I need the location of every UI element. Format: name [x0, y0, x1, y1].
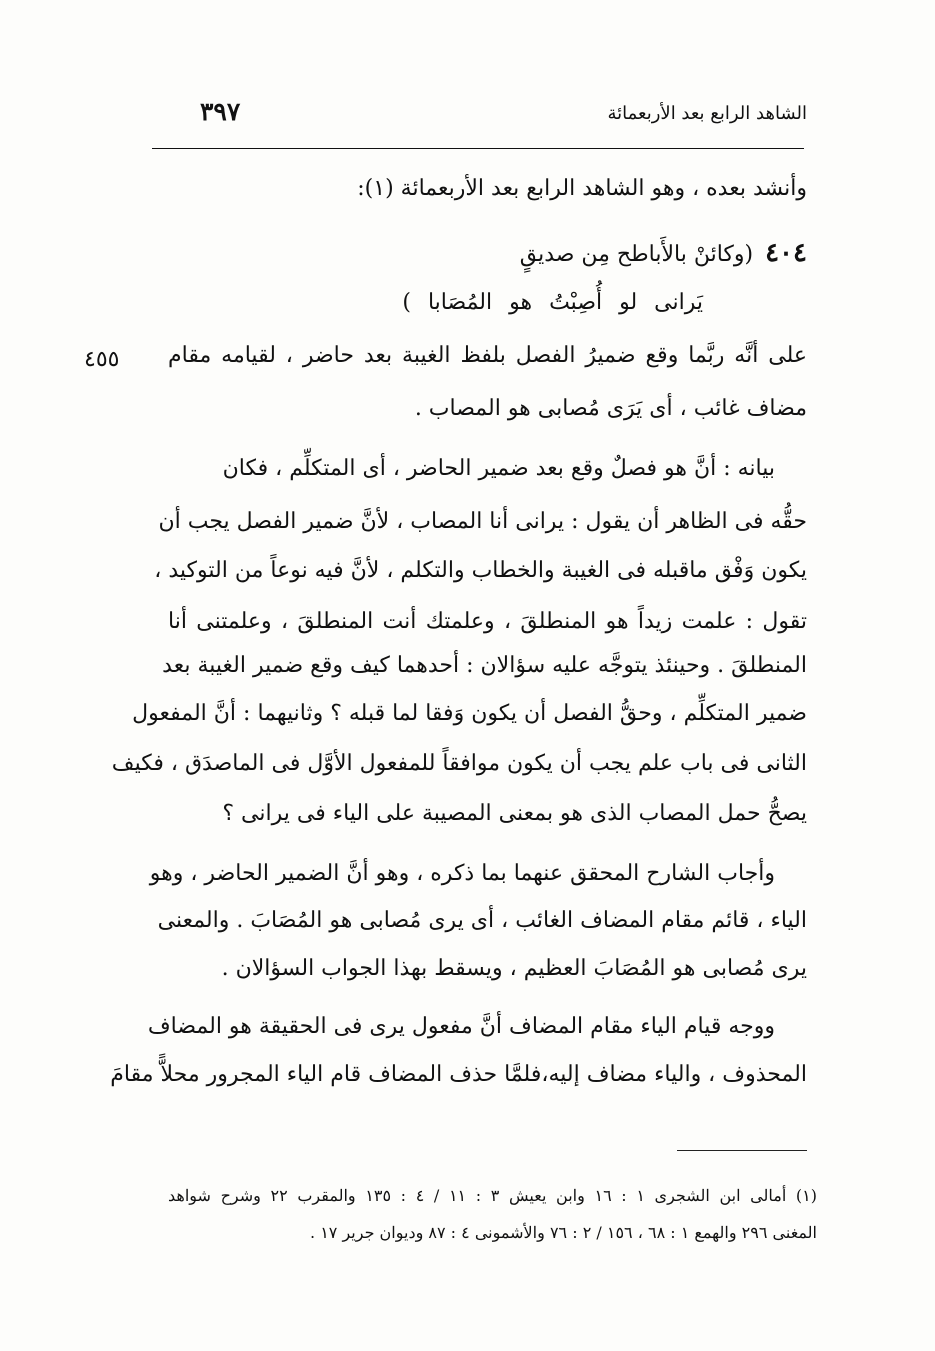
page-number: ٣٩٧ [200, 97, 241, 126]
intro-line: وأنشد بعده ، وهو الشاهد الرابع بعد الأربعمائة (١): [357, 176, 807, 201]
footnote-rule [677, 1150, 807, 1151]
paragraph-2-line-4: تقول : علمت زيداً هو المنطلقَ ، وعلمتك أنت المنطلقَ ، وعلمتنى أنا [168, 609, 807, 634]
paragraph-3-line-3: يرى مُصابى هو المُصَابَ العظيم ، ويسقط بهذا الجواب السؤالان . [221, 956, 807, 981]
verse-line-2: يَرانى لو أُصِبْتُ هو المُصَابا ) [402, 290, 703, 315]
paragraph-2-line-8: يصحُّ حمل المصاب الذى هو بمعنى المصيبة على الياء فى يرانى ؟ [222, 801, 807, 826]
header-rule [152, 148, 804, 149]
paragraph-2-line-1: بيانه : أنَّ هو فصلٌ وقع بعد ضمير الحاضر ، أى المتكلِّم ، فكان [222, 456, 775, 481]
verse-line-1 [520, 240, 807, 266]
paragraph-1-line-1: على أنَّه ربَّما وقع ضميرُ الفصل بلفظ الغيبة بعد حاضر ، لقيامه مقام [168, 343, 807, 368]
paragraph-4-line-1: ووجه قيام الياء مقام المضاف أنَّ مفعول يرى فى الحقيقة هو المضاف [147, 1014, 775, 1039]
paragraph-3-line-1: وأجاب الشارح المحقق عنهما بما ذكره ، وهو أنَّ الضمير الحاضر ، وهو [149, 861, 775, 886]
footnote-line-2: المغنى ٢٩٦ والهمع ١ : ٦٨ ، ١٥٦ / ٢ : ٧٦ والأشمونى ٤ : ٨٧ وديوان جرير ١٧ . [310, 1223, 817, 1242]
running-head: الشاهد الرابع بعد الأربعمائة [607, 103, 807, 124]
verse-number: ٤٠٤ [765, 238, 807, 268]
verse-hemistich-1: (وكائنْ بالأَباطح مِن صديقٍ [519, 242, 754, 267]
paragraph-3-line-2: الياء ، قائم مقام المضاف الغائب ، أى يرى مُصابى هو المُصَابَ . والمعنى [157, 908, 807, 933]
paragraph-2-line-5: المنطلقَ . وحينئذ يتوجَّه عليه سؤالان : أحدهما كيف وقع ضمير الغيبة بعد [162, 653, 807, 678]
paragraph-2-line-6: ضمير المتكلِّم ، وحقُّ الفصل أن يكون وَفقا لما قبله ؟ وثانيهما : أنَّ المفعول [132, 701, 807, 726]
paragraph-2-line-3: يكون وَفْق ماقبله فى الغيبة والخطاب والتكلم ، لأنَّ فيه نوعاً من التوكيد ، [154, 558, 807, 583]
paragraph-1-line-2: مضاف غائب ، أى يَرَى مُصابى هو المصاب . [414, 396, 807, 421]
paragraph-4-line-2: المحذوف ، والياء مضاف إليه،فلمَّا حذف المضاف قام الياء المجرور محلاًّ مقامَ [110, 1062, 807, 1087]
paragraph-2-line-2: حقُّه فى الظاهر أن يقول : يرانى أنا المصاب ، لأنَّ ضمير الفصل يجب أن [158, 509, 807, 534]
footnote-line-1: (١) أمالى ابن الشجرى ١ : ١٦ وابن يعيش ٣ : ١١ / ٤ : ١٣٥ والمقرب ٢٢ وشرح شواهد [168, 1186, 817, 1205]
paragraph-2-line-7: الثانى فى باب علم يجب أن يكون موافقاً للمفعول الأوَّل فى الماصدَق ، فكيف [111, 751, 807, 776]
margin-number: ٤٥٥ [84, 347, 120, 372]
